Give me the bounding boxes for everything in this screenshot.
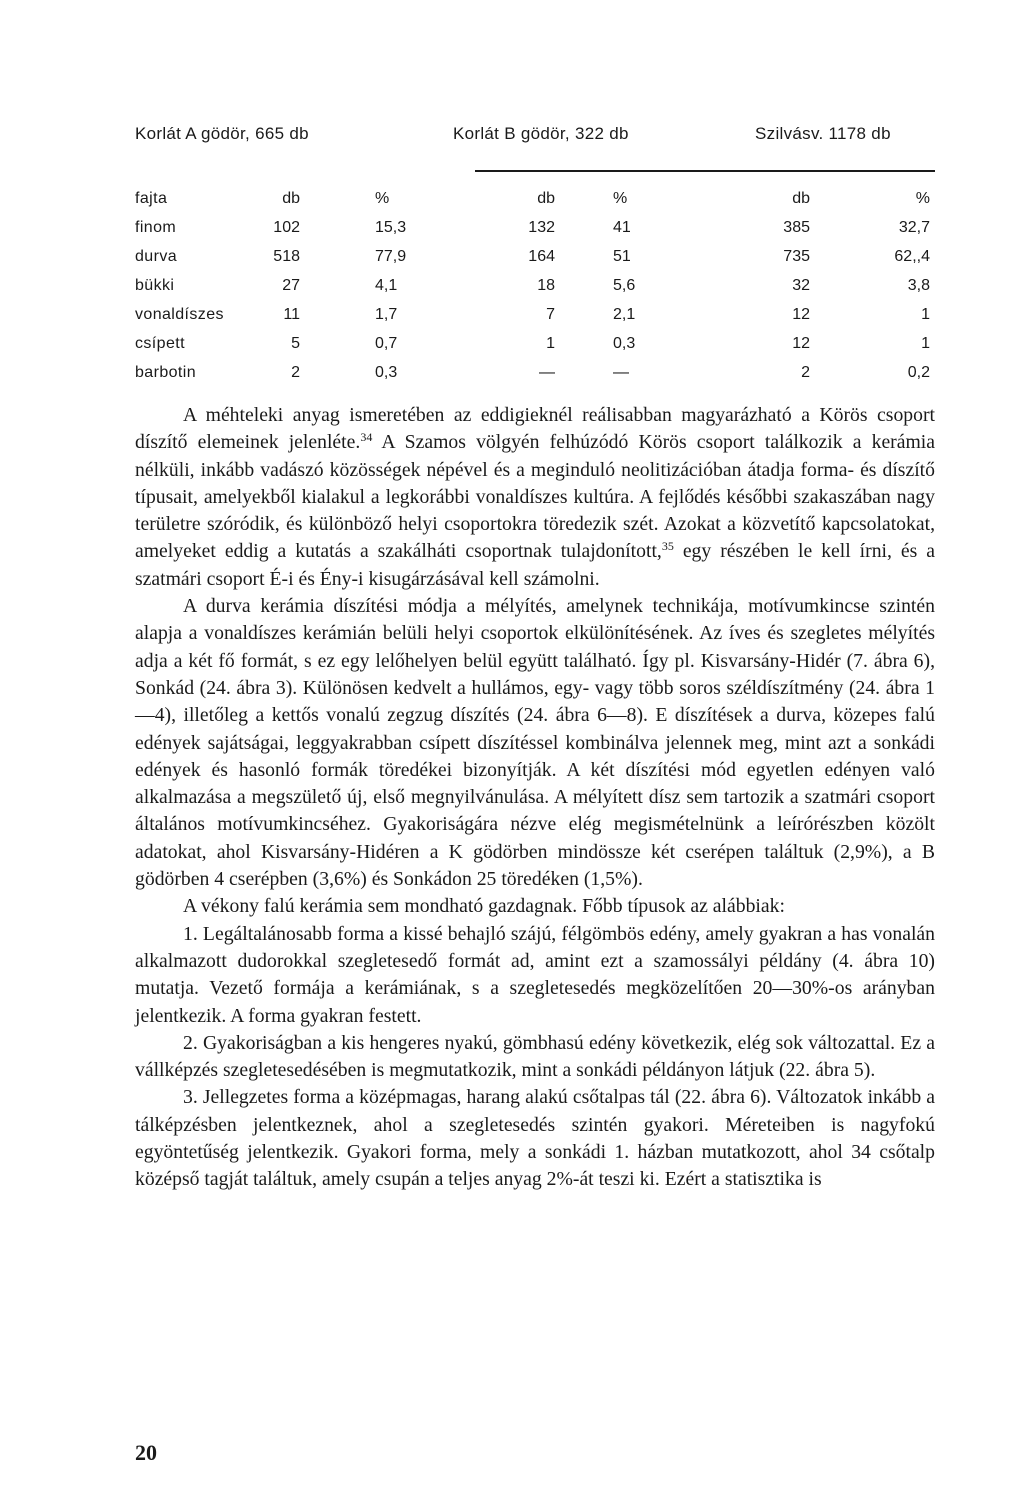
- table-cell: 15,3: [375, 219, 407, 236]
- table-cell: 27: [282, 277, 300, 294]
- table-cell: bükki: [135, 277, 175, 294]
- footnote-ref: 34: [360, 430, 373, 445]
- table-cell: csípett: [135, 335, 185, 352]
- body-text: [135, 402, 935, 1194]
- table-group-headers: [135, 124, 935, 152]
- table-row: [135, 364, 935, 388]
- table-cell: 7: [546, 306, 555, 323]
- list-paragraph: 3. Jellegzetes forma a középmagas, harang alakú csőtalpas tál (22. ábra 6). Változatok inkább a tálképzésben jelentkeznek, ahol a szegletesedés szintén gyakori. Méreteiben is nagyfokú egyöntetűség jelentkezik. Gyakori forma, mely a sonkádi 1. házban mutatkozott, ahol 34 csőtalp középső tagját találtuk, amely csupán a teljes anyag 2%-át teszi ki. Ezért a statisztika is: [135, 1086, 935, 1191]
- header-cell: db: [282, 190, 300, 207]
- table-cell: 735: [783, 248, 810, 265]
- table-cell: 1: [546, 335, 555, 352]
- paragraph-text: A Szamos völgyén felhúzódó Körös csoport találkozik a kerámia nélküli, inkább vadászó közösségek népével és a meginduló neolitizációban átadja forma- és díszítő típusait, amelyekből kialakul a legkorábbi vonaldíszes kultúra. A fejlődés későbbi szakaszában nagy területre szóródik, és különböző helyi csoportokra töredezik szét. Azokat a közvetítő kapcsolatokat, amelyeket eddig a kutatás a szakálháti csoportnak tulajdonított,: [135, 431, 935, 563]
- footnote-ref: 35: [661, 539, 674, 554]
- table-cell: vonaldíszes: [135, 306, 224, 323]
- table-cell: 1: [921, 306, 930, 323]
- header-cell: %: [915, 190, 930, 207]
- table-cell: barbotin: [135, 364, 197, 381]
- table-cell: 518: [273, 248, 300, 265]
- paragraph: A vékony falú kerámia sem mondható gazdagnak. Főbb típusok az alábbiak:: [183, 895, 785, 918]
- table-row: [135, 219, 935, 243]
- table-cell: 32: [792, 277, 810, 294]
- paragraph-text: A méhteleki anyag ismeretében az eddigieknél reálisabban magyarázható a Körös csoport díszítő elemeinek jelenléte.: [135, 404, 935, 454]
- list-paragraph: 1. Legáltalánosabb forma a kissé behajló szájú, félgömbös edény, amely gyakran a has vonalán alkalmazott dudorokkal szegletesedő formát ad, amint ezt a szamossályi példány (4. ábra 10) mutatja. Vezető formája a kerámiának, s a szegletesedés megközelítően 20—30%-os arányban jelentkezik. A forma gyakran festett.: [135, 922, 935, 1027]
- table-cell: 102: [273, 219, 300, 236]
- table-cell: 0,3: [375, 364, 398, 381]
- page-number: 20: [135, 1440, 157, 1465]
- table-cell: 62,,4: [894, 248, 930, 265]
- table-cell: 3,8: [907, 277, 930, 294]
- group-header-korlat-b: Korlát B gödör, 322 db: [453, 124, 629, 143]
- table-cell: finom: [135, 219, 177, 236]
- table-row: [135, 248, 935, 272]
- table-row: [135, 306, 935, 330]
- table-cell: 41: [613, 219, 631, 236]
- table-rule: [475, 170, 935, 172]
- table-header-row: [135, 190, 935, 214]
- table-cell: 32,7: [898, 219, 930, 236]
- table-cell: 5: [291, 335, 300, 352]
- table-cell: 2,1: [613, 306, 636, 323]
- table-cell: 77,9: [375, 248, 407, 265]
- table-cell: 0,7: [375, 335, 398, 352]
- table-cell: 0,3: [613, 335, 636, 352]
- table-cell: 1: [921, 335, 930, 352]
- table-cell: 11: [283, 306, 300, 323]
- table-cell: —: [613, 364, 629, 381]
- table-cell: 132: [528, 219, 555, 236]
- table-cell: 5,6: [613, 277, 636, 294]
- table-cell: 51: [613, 248, 631, 265]
- table-cell: 385: [783, 219, 810, 236]
- table-cell: 1,7: [375, 306, 398, 323]
- table-cell: 0,2: [907, 364, 930, 381]
- paragraph: A durva kerámia díszítési módja a mélyítés, amelynek technikája, motívumkincse szintén alapja a vonaldíszes kerámián belüli helyi csoportok elkülönítésének. Az íves és szegletes mélyítés adja a két fő formát, s ez egy lelőhelyen belül együtt található. Így pl. Kisvarsány-Hidér (7. ábra 6), Sonkád (24. ábra 3). Különösen kedvelt a hullámos, egy- vagy több soros széldíszítmény (24. ábra 1—4), illetőleg a kettős vonalú zegzug díszítés (24. ábra 6—8). E díszítések a durva, közepes falú edények sajátságai, leggyakrabban csípett díszítéssel kombinálva jelennek meg, mint azt a sonkádi edények és hasonló formák töredékei bizonyítják. A két díszítési mód egyetlen edényen való alkalmazása a megszülető új, első megnyilvánulása. A mélyített dísz sem tartozik a szatmári csoport általános motívumkincséhez. Gyakoriságára nézve elég megismételnünk a leírórészben közölt adatokat, ahol Kisvarsány-Hidéren a K gödörben mindössze két cserépen találtuk (2,9%), a B gödörben 4 cserépben (3,6%) és Sonkádon 25 töredéken (1,5%).: [135, 595, 935, 891]
- paragraph: [135, 402, 935, 593]
- table-cell: 12: [792, 306, 810, 323]
- group-header-korlat-a: Korlát A gödör, 665 db: [135, 124, 309, 143]
- table-cell: —: [539, 364, 555, 381]
- header-cell: db: [792, 190, 810, 207]
- table-cell: 2: [801, 364, 810, 381]
- header-cell: fajta: [135, 190, 168, 207]
- table-cell: durva: [135, 248, 178, 265]
- header-cell: %: [375, 190, 390, 207]
- table-cell: 2: [291, 364, 300, 381]
- paragraph-text: egy részében le kell írni, és a szatmári csoport É-i és Ény-i kisugárzásával kell számolni.: [135, 540, 935, 590]
- header-cell: %: [613, 190, 628, 207]
- table-cell: 4,1: [375, 277, 398, 294]
- header-cell: db: [537, 190, 555, 207]
- table-cell: 164: [528, 248, 555, 265]
- table-row: [135, 277, 935, 301]
- list-paragraph: 2. Gyakoriságban a kis hengeres nyakú, gömbhasú edény következik, elég sok változattal. Ez a vállképzés szegletesedésében is megmutatkozik, mint a sonkádi példányon látjuk (22. ábra 5).: [135, 1031, 935, 1082]
- group-header-szilvasvarad: Szilvásv. 1178 db: [755, 124, 891, 143]
- table-cell: 18: [537, 277, 555, 294]
- table-row: [135, 335, 935, 359]
- table-cell: 12: [792, 335, 810, 352]
- statistics-table: [135, 190, 935, 380]
